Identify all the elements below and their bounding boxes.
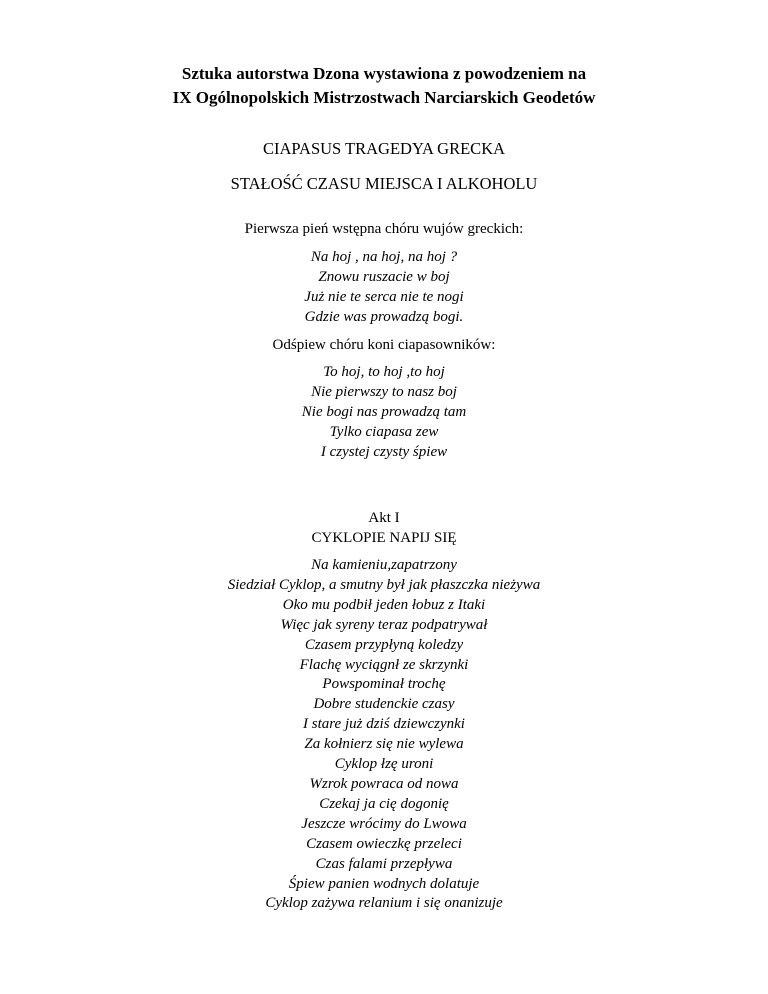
- response-intro: Odśpiew chóru koni ciapasowników:: [272, 337, 496, 353]
- header-line-1: Sztuka autorstwa Dzona wystawiona z powodzeniem na: [181, 64, 587, 83]
- verse-line: Za kołnierz się nie wylewa: [304, 736, 464, 753]
- verse-line: Nie pierwszy to nasz boj: [311, 383, 457, 400]
- verse-line: Jeszcze wrócimy do Lwowa: [301, 815, 467, 832]
- verse-line: Śpiew panien wodnych dolatuje: [288, 875, 480, 892]
- verse-line: Oko mu podbił jeden łobuz z Itaki: [282, 596, 486, 613]
- header-line-2: IX Ogólnopolskich Mistrzostwach Narciarskich Geodetów: [172, 88, 596, 107]
- verse-line: Czekaj ja cię dogonię: [319, 795, 449, 812]
- play-subtitle: STAŁOŚĆ CZASU MIEJSCA I ALKOHOLU: [230, 174, 538, 193]
- act-title: CYKLOPIE NAPIJ SIĘ: [311, 530, 457, 546]
- prologue-verse: [0, 248, 768, 328]
- verse-line: Czasem przypłyną koledzy: [304, 636, 464, 653]
- verse-line: Siedział Cyklop, a smutny był jak płaszczka nieżywa: [227, 576, 541, 593]
- act-label: Akt I: [368, 510, 400, 526]
- verse-line: Flachę wyciągnł ze skrzynki: [299, 656, 469, 673]
- verse-line: Gdzie was prowadzą bogi.: [304, 308, 464, 325]
- verse-line: Dobre studenckie czasy: [313, 696, 455, 713]
- verse-line: Więc jak syreny teraz podpatrywał: [280, 616, 488, 633]
- verse-line: Znowu ruszacie w boj: [318, 268, 450, 285]
- verse-line: Na hoj , na hoj, na hoj ?: [310, 249, 458, 265]
- verse-line: Nie bogi nas prowadzą tam: [301, 403, 467, 420]
- verse-line: Czasem owieczkę przeleci: [306, 835, 462, 852]
- verse-line: I stare już dziś dziewczynki: [303, 716, 465, 733]
- verse-line: Wzrok powraca od nowa: [309, 775, 459, 792]
- verse-line: Na kamieniu,zapatrzony: [311, 557, 457, 573]
- prologue-intro: Pierwsza pień wstępna chóru wujów greckich:: [244, 221, 524, 237]
- act-verse: [0, 556, 768, 914]
- verse-line: Cyklop łzę uroni: [334, 756, 434, 773]
- verse-line: Tylko ciapasa zew: [329, 423, 439, 440]
- response-verse: [0, 363, 768, 463]
- verse-line: Czas falami przepływa: [315, 855, 453, 872]
- document-header: [0, 62, 768, 110]
- verse-line: Już nie te serca nie te nogi: [304, 288, 464, 305]
- verse-line: I czystej czysty śpiew: [320, 443, 448, 460]
- verse-line: To hoj, to hoj ,to hoj: [323, 364, 445, 380]
- play-title: CIAPASUS TRAGEDYA GRECKA: [262, 139, 506, 158]
- verse-line: Cyklop zażywa relanium i się onanizuje: [265, 895, 503, 912]
- verse-line: Powspominał trochę: [322, 676, 446, 693]
